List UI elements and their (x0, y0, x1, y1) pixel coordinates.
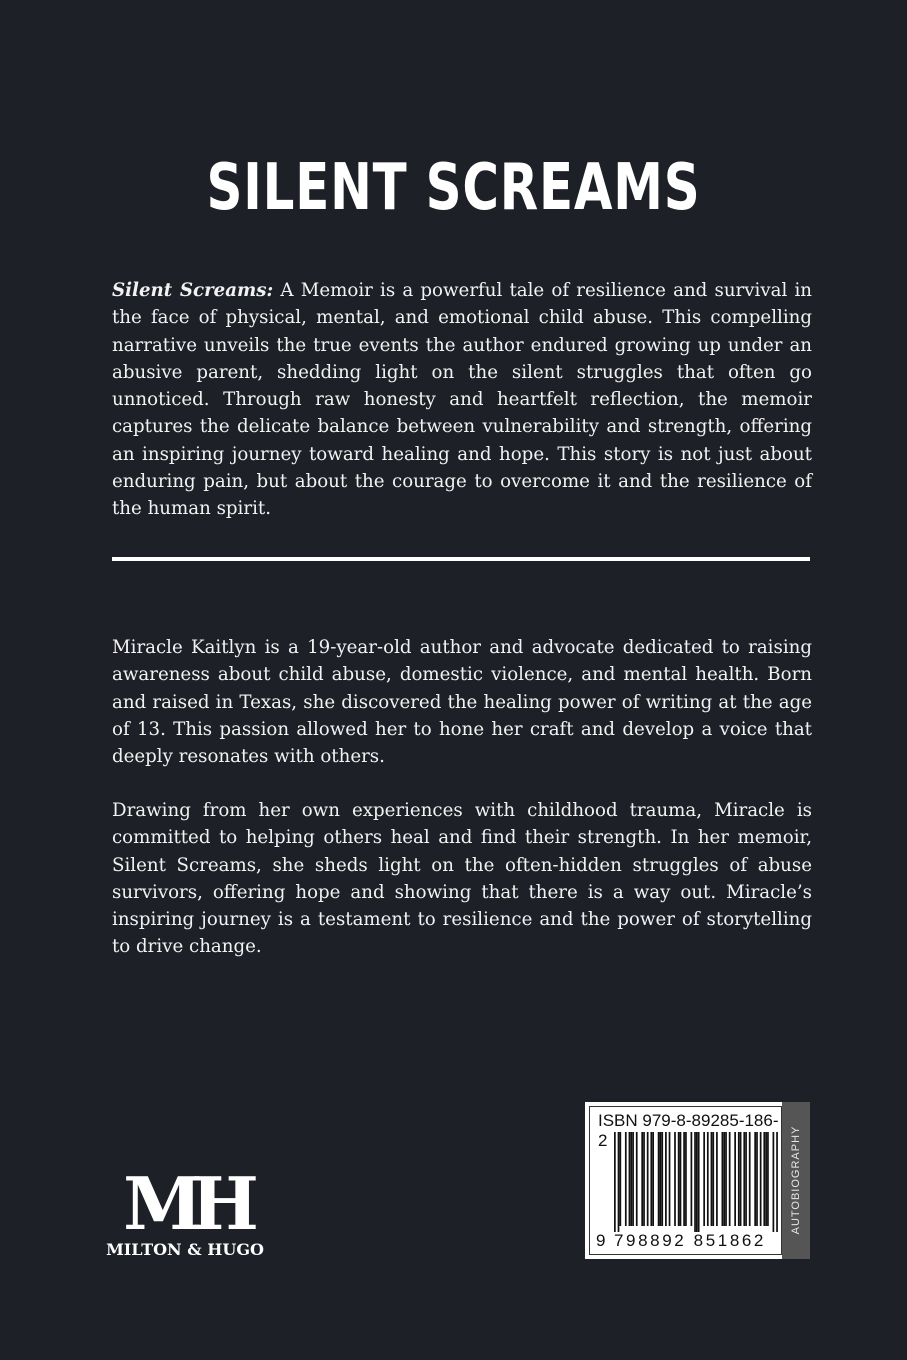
genre-label: AUTOBIOGRAPHY (790, 1125, 802, 1235)
barcode-bar (665, 1132, 667, 1226)
barcode-bar (619, 1132, 621, 1226)
barcode-bar (661, 1132, 663, 1226)
barcode-bar (738, 1132, 740, 1226)
isbn-label: ISBN 979-8-89285-186-2 (598, 1111, 779, 1150)
barcode-bar (725, 1132, 727, 1226)
barcode-bar (776, 1132, 778, 1232)
publisher-monogram: MH (123, 1161, 247, 1246)
barcode-bar (630, 1132, 632, 1226)
barcode-bar (696, 1132, 698, 1232)
barcode-bar (754, 1132, 756, 1226)
barcode-bar (674, 1132, 676, 1226)
isbn-digits: 798892 851862 (614, 1231, 766, 1250)
barcode-bar (625, 1132, 627, 1226)
barcode-bar (765, 1132, 767, 1226)
barcode-bar (760, 1132, 762, 1226)
barcode-bar (660, 1132, 662, 1226)
blurb-text: A Memoir is a powerful tale of resilience and survival in the face of physical, mental, and emotional child abuse. This compelling narrative unveils the true events the author endured growing up under an abusive parent, shedding light on the silent struggles that often go unnoticed. Through raw honesty and heartfelt reflection, the memoir captures the delicate balance between vulnerability and strength, offering an inspiring journey toward healing and hope. This story is not just about enduring pain, but about the courage to overcome it and the resilience of the human spirit. (112, 280, 812, 520)
barcode-bar (658, 1132, 660, 1226)
blurb-paragraph (112, 277, 812, 523)
divider-line (112, 557, 810, 561)
barcode-bar (669, 1132, 671, 1226)
barcode-bar (691, 1132, 693, 1226)
barcode-bar (614, 1132, 616, 1232)
barcode-bar (743, 1132, 745, 1226)
barcode-bar (756, 1132, 758, 1226)
barcode-bar (703, 1132, 705, 1226)
barcode-bar (641, 1132, 643, 1226)
barcode-bar (745, 1132, 747, 1226)
barcode-bar (678, 1132, 680, 1226)
author-bio-paragraph-2: Drawing from her own experiences with childhood trauma, Miracle is committed to helping others heal and find their strength. In her memoir, Silent Screams, she sheds light on the often-hidden struggles of abuse survivors, offering hope and showing that there is a way out. Miracle’s inspiring journey is a testament to resilience and the power of storytelling to drive change. (112, 800, 812, 958)
barcode-icon (614, 1132, 778, 1232)
barcode-bar (773, 1132, 775, 1232)
barcode-panel (589, 1106, 782, 1255)
barcode-bar (680, 1132, 682, 1226)
barcode-bar (722, 1132, 724, 1226)
barcode-bar (629, 1132, 631, 1226)
barcode-bar (767, 1132, 769, 1226)
barcode-bar (652, 1132, 654, 1226)
barcode-bar (763, 1132, 765, 1226)
barcode-bar (734, 1132, 736, 1226)
barcode-bar (683, 1132, 685, 1226)
blurb-book-title: Silent Screams: (112, 280, 274, 301)
barcode-bar (632, 1132, 634, 1226)
barcode-bar (749, 1132, 751, 1226)
barcode-bar (711, 1132, 713, 1226)
isbn-barcode-box (585, 1102, 810, 1259)
genre-strip (782, 1102, 810, 1259)
barcode-bar (650, 1132, 652, 1226)
barcode-bar (636, 1132, 638, 1226)
publisher-name: MILTON & HUGO (106, 1240, 264, 1259)
barcode-bar (643, 1132, 645, 1226)
barcode-bar (740, 1132, 742, 1226)
barcode-bar (698, 1132, 700, 1232)
barcode-bar (685, 1132, 687, 1226)
barcode-bar (707, 1132, 709, 1226)
publisher-logo (105, 1161, 265, 1268)
barcode-bar (647, 1132, 649, 1226)
barcode-bar (694, 1132, 696, 1232)
barcode-bar (723, 1132, 725, 1226)
author-bio-paragraph-1: Miracle Kaitlyn is a 19-year-old author and advocate dedicated to raising awareness about child abuse, domestic violence, and mental health. Born and raised in Texas, she discovered the healing power of writing at the age of 13. This passion allowed her to hone her craft and develop a voice that deeply resonates with others. (112, 637, 812, 768)
barcode-bar (712, 1132, 714, 1226)
barcode-bar (618, 1132, 620, 1232)
barcode-bar (716, 1132, 718, 1226)
barcode-bar (729, 1132, 731, 1226)
isbn-first-digit: 9 (596, 1231, 606, 1250)
book-title: SILENT SCREAMS (206, 151, 701, 225)
